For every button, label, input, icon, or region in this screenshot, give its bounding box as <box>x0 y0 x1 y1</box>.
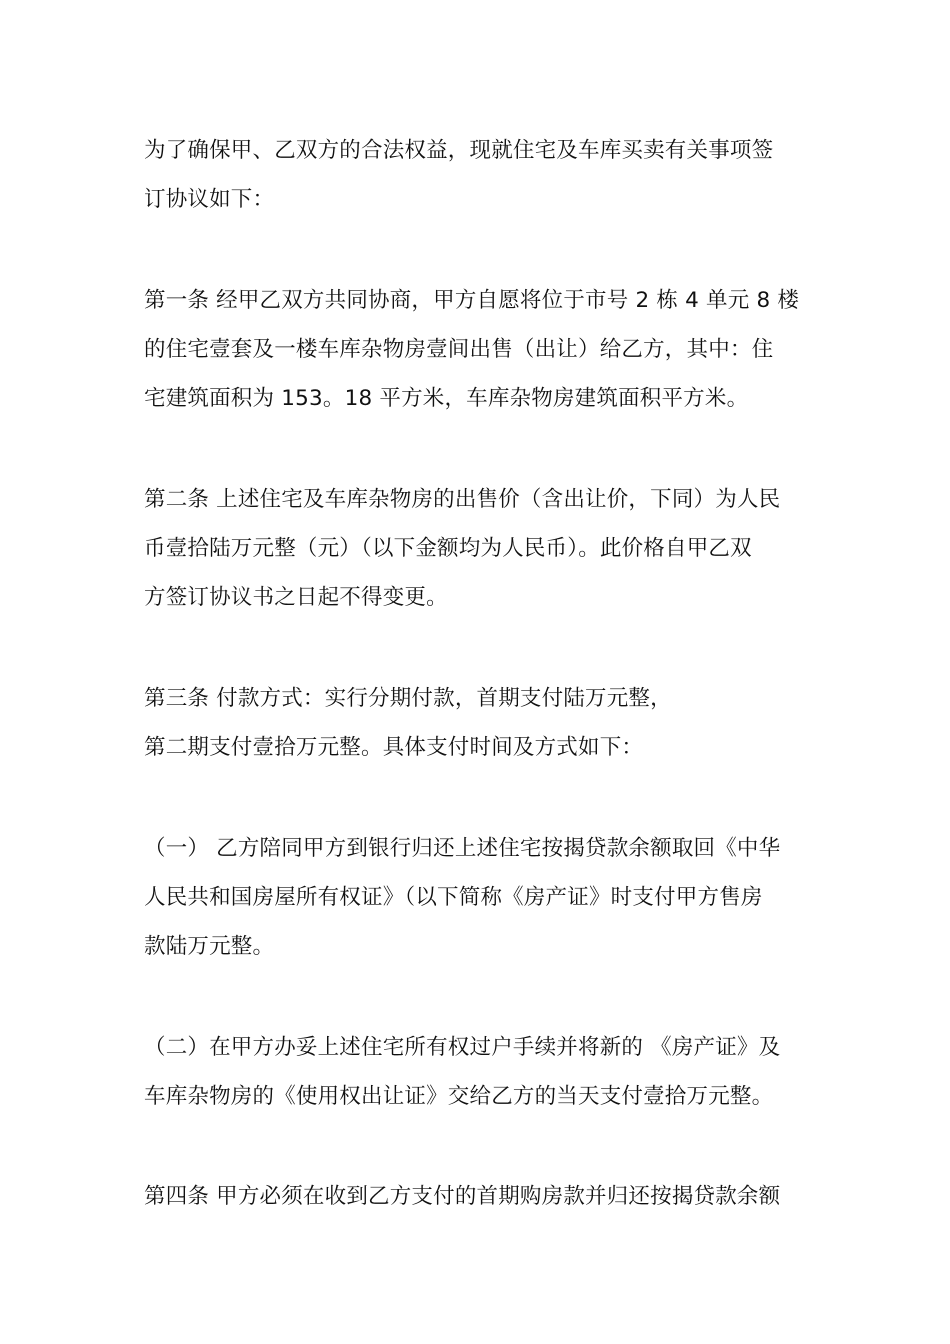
text-line: 第三条 付款方式：实行分期付款，首期支付陆万元整， <box>144 686 672 711</box>
text-line: 第四条 甲方必须在收到乙方支付的首期购房款并归还按揭贷款余额 <box>144 1184 781 1209</box>
article-4-paragraph <box>144 1172 812 1221</box>
text-line: （一） 乙方陪同甲方到银行归还上述住宅按揭贷款余额取回《中华 <box>144 836 781 861</box>
text-line: 为了确保甲、乙双方的合法权益，现就住宅及车库买卖有关事项签 <box>144 138 774 163</box>
text-line: 第二条 上述住宅及车库杂物房的出售价（含出让价，下同）为人民 <box>144 487 781 512</box>
text-line: 订协议如下： <box>144 187 275 212</box>
text-line: 人民共和国房屋所有权证》（以下简称《房产证》时支付甲方售房 <box>144 885 763 910</box>
payment-item-1-paragraph <box>144 824 812 971</box>
text-line: 币壹拾陆万元整（元）（以下金额均为人民币）。此价格自甲乙双 <box>144 536 752 561</box>
intro-paragraph <box>144 126 812 224</box>
payment-item-2-paragraph <box>144 1023 812 1121</box>
text-line: 的住宅壹套及一楼车库杂物房壹间出售（出让）给乙方，其中：住 <box>144 337 774 362</box>
text-line: 第二期支付壹拾万元整。具体支付时间及方式如下： <box>144 735 644 760</box>
text-line: 第一条 经甲乙双方共同协商，甲方自愿将位于市号 2 栋 4 单元 8 楼 <box>144 288 800 313</box>
article-3-paragraph <box>144 674 812 772</box>
text-line: 宅建筑面积为 153。18 平方米，车库杂物房建筑面积平方米。 <box>144 386 749 411</box>
article-2-paragraph <box>144 475 812 622</box>
article-1-paragraph <box>144 276 812 423</box>
text-line: （二）在甲方办妥上述住宅所有权过户手续并将新的 《房产证》及 <box>144 1035 781 1060</box>
text-line: 车库杂物房的《使用权出让证》交给乙方的当天支付壹拾万元整。 <box>144 1084 774 1109</box>
text-line: 方签订协议书之日起不得变更。 <box>144 585 448 610</box>
text-line: 款陆万元整。 <box>144 934 275 959</box>
